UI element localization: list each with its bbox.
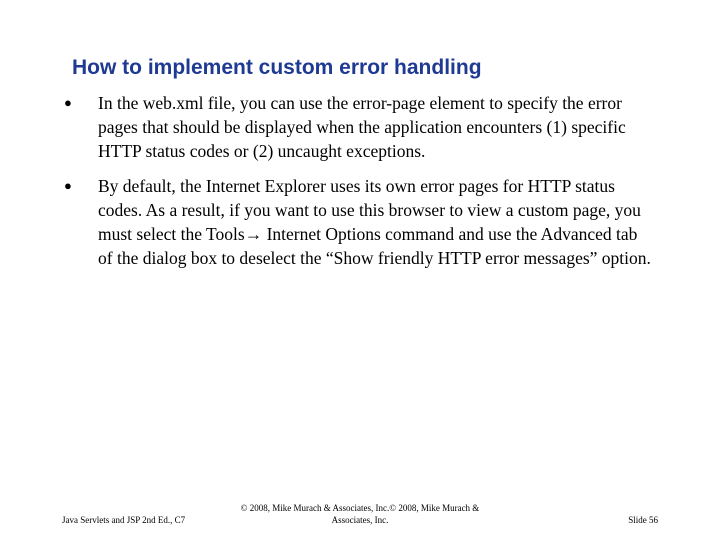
bullet-text: By default, the Internet Explorer uses its own error pages for HTTP status codes. As a result, if you want to use this browser to view a custom page, you must select the Tools→ Internet Options command and use the Advanced tab of the dialog box to deselect the “Show friendly HTTP error messages” option. <box>98 176 651 268</box>
footer-slide-number: Slide 56 <box>628 515 658 525</box>
bullet-icon: ● <box>64 95 72 110</box>
bullet-list <box>64 91 654 281</box>
bullet-icon: ● <box>64 178 72 193</box>
footer-book-title: Java Servlets and JSP 2nd Ed., C7 <box>62 515 186 525</box>
bullet-item <box>64 91 654 163</box>
bullet-text: In the web.xml file, you can use the error-page element to specify the error pages that should be displayed when the application encounters (1) specific HTTP status codes or (2) uncaught exceptions. <box>98 93 626 161</box>
slide-title: How to implement custom error handling <box>72 56 482 79</box>
bullet-item <box>64 174 654 270</box>
footer-copyright: © 2008, Mike Murach & Associates, Inc.© 2008, Mike Murach & Associates, Inc. <box>240 503 480 525</box>
